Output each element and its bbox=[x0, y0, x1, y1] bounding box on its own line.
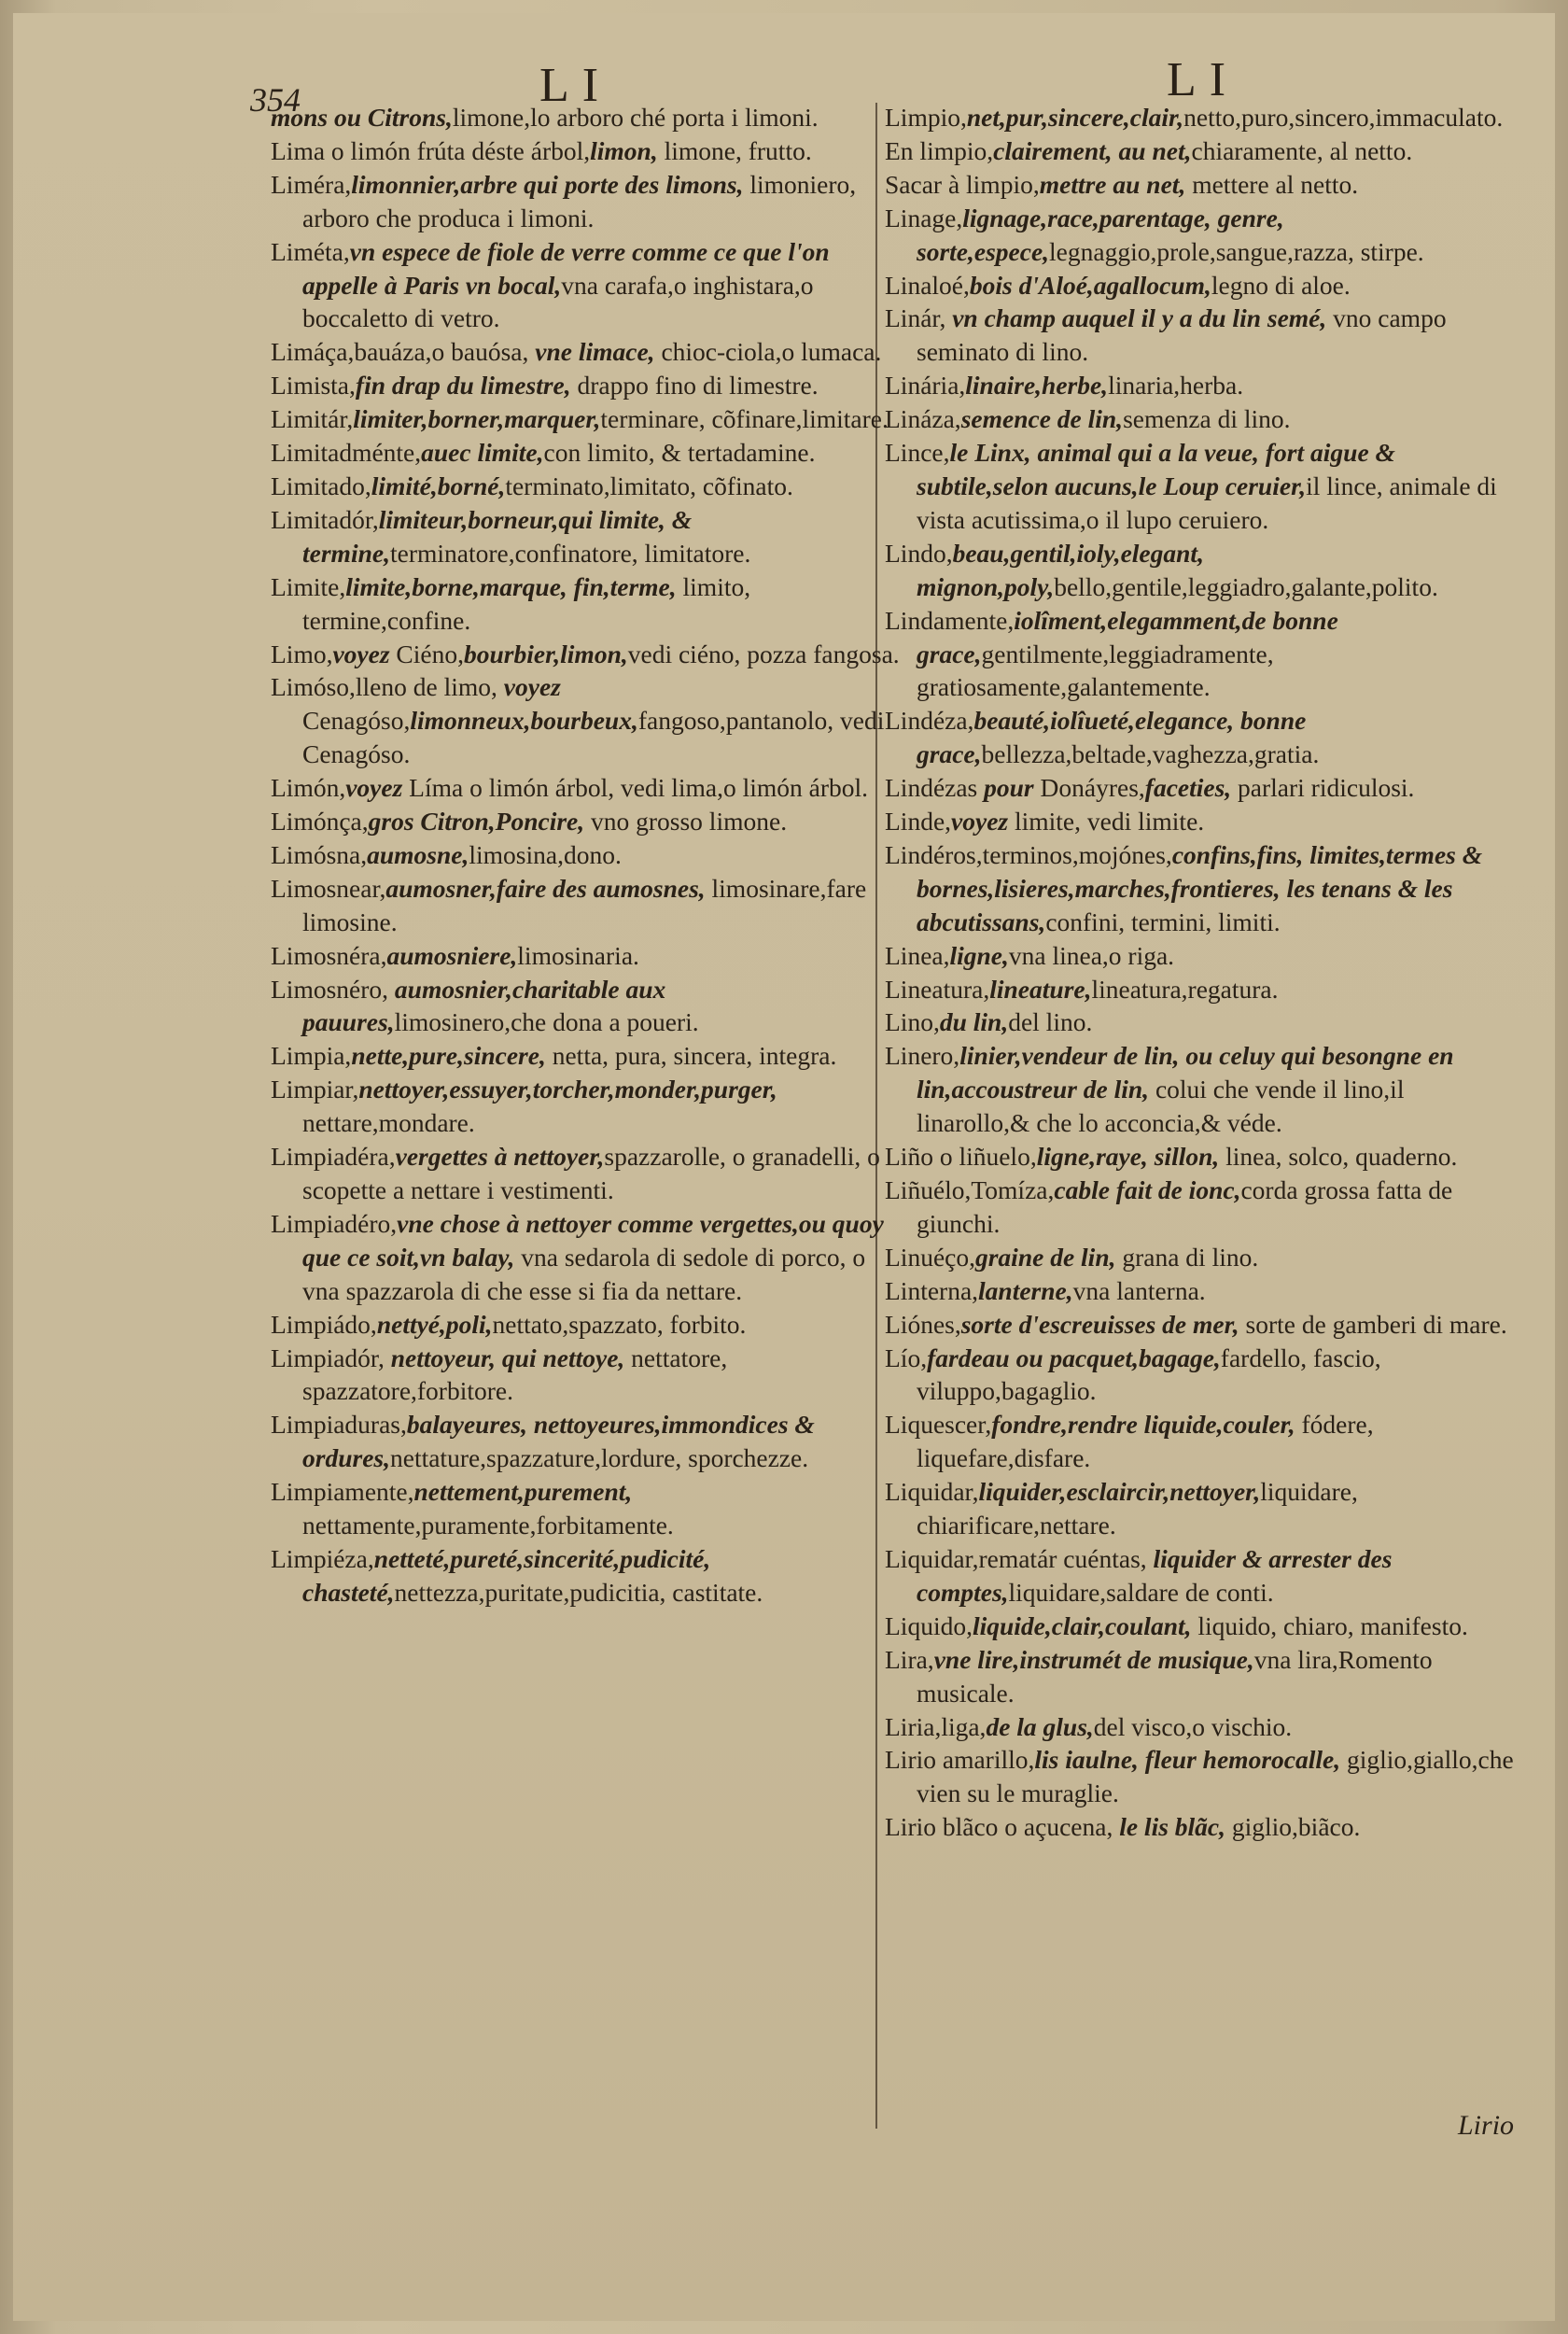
entry-italian: sorte de gamberi di mare. bbox=[1239, 1309, 1507, 1339]
entry-headword: Lima o limón frúta déste árbol, bbox=[271, 135, 591, 165]
entry-french: vn champ auquel il y a du lin semé, bbox=[945, 303, 1327, 333]
entry-french: linier,vendeur de lin, ou celuy qui besongne en lin,accoustreur de lin, bbox=[917, 1041, 1454, 1104]
entry-italian: vna lira,Romento musicale. bbox=[917, 1644, 1433, 1708]
entry-french: du lin, bbox=[939, 1007, 1009, 1037]
entry-headword: Limpiadór, bbox=[271, 1343, 385, 1372]
entry-italian: semenza di lino. bbox=[1123, 404, 1291, 434]
entry-headword: Limitár, bbox=[271, 404, 354, 434]
entry-italian: Cenagóso, bbox=[302, 706, 411, 736]
entry-headword: Limo, bbox=[271, 639, 333, 668]
entry-italian: giglio,giallo,che vien su le muraglie. bbox=[917, 1745, 1514, 1808]
entry-italian: vna sedarola di sedole di porco, o vna spazzarola di che esse si fia da nettare. bbox=[302, 1242, 866, 1305]
entry-french: lanterne, bbox=[978, 1275, 1073, 1305]
dictionary-entry bbox=[885, 973, 1515, 1006]
entry-italian: del visco,o vischio. bbox=[1093, 1711, 1293, 1741]
entry-french: nette,pure,sincere, bbox=[351, 1041, 546, 1071]
entry-headword: Liquido, bbox=[885, 1610, 973, 1640]
entry-italian: Líma o limón árbol, vedi lima,o limón árbol. bbox=[409, 773, 869, 803]
entry-headword: Liméta, bbox=[271, 236, 350, 266]
entry-headword: Limón, bbox=[271, 773, 346, 803]
entry-headword: Liria,liga, bbox=[885, 1711, 987, 1741]
entry-french: beauté,iolîueté,elegance, bonne grace, bbox=[917, 706, 1307, 769]
dictionary-entry bbox=[885, 1241, 1515, 1274]
left-column-header: LI bbox=[539, 59, 612, 112]
dictionary-entry bbox=[271, 1342, 907, 1409]
entry-italian: limite, vedi limite. bbox=[1014, 807, 1205, 837]
entry-french: netteté,pureté,sincerité,pudicité, chasteté, bbox=[302, 1543, 711, 1607]
entry-italian: grana di lino. bbox=[1115, 1242, 1259, 1272]
entry-headword: Linterna, bbox=[885, 1275, 979, 1305]
dictionary-entry bbox=[885, 1743, 1515, 1810]
entry-italian: Ciéno, bbox=[396, 639, 464, 668]
entry-french: le lis blãc, bbox=[1113, 1812, 1226, 1842]
entry-italian: limito, termine,confine. bbox=[302, 571, 751, 635]
entry-french: ligne,raye, sillon, bbox=[1036, 1142, 1220, 1172]
entry-headword: Limpio, bbox=[885, 103, 967, 132]
entry-french: nettyé,poli, bbox=[376, 1309, 493, 1339]
entry-italian: fódere, liquefare,disfare. bbox=[917, 1410, 1374, 1473]
entry-headword: Limpiadéra, bbox=[271, 1142, 396, 1172]
dictionary-entry bbox=[271, 638, 907, 671]
entry-italian: legnaggio,prole,sangue,razza, stirpe. bbox=[1049, 236, 1424, 266]
dictionary-entry bbox=[271, 1039, 907, 1073]
dictionary-entry bbox=[885, 604, 1515, 705]
entry-italian: parlari ridiculosi. bbox=[1231, 773, 1415, 803]
entry-headword: Limáça,bauáza,o bauósa, bbox=[271, 337, 529, 367]
entry-italian: netto,puro,sincero,immaculato. bbox=[1183, 103, 1504, 132]
entry-headword: Lino, bbox=[885, 1007, 940, 1037]
entry-italian: con limito, & tertadamine. bbox=[543, 438, 816, 468]
entry-french: fardeau ou pacquet,bagage, bbox=[927, 1343, 1221, 1372]
entry-italian: Donáyres, bbox=[1040, 773, 1145, 803]
entry-headword: Lineatura, bbox=[885, 974, 990, 1004]
entry-french: nettoyeur, qui nettoye, bbox=[384, 1343, 625, 1372]
dictionary-entry bbox=[885, 1475, 1515, 1542]
entry-headword: Limpiamente, bbox=[271, 1477, 414, 1507]
entry-headword: Linage, bbox=[885, 203, 963, 232]
entry-french: aumosniere, bbox=[386, 940, 518, 970]
dictionary-entry bbox=[271, 771, 907, 805]
entry-italian: nettare,mondare. bbox=[302, 1108, 475, 1138]
entry-italian: vna lanterna. bbox=[1072, 1275, 1206, 1305]
entry-italian: mettere al netto. bbox=[1185, 169, 1359, 199]
entry-french: limonneux,bourbeux, bbox=[410, 706, 638, 736]
entry-french: liquider,esclaircir,nettoyer, bbox=[978, 1477, 1261, 1507]
entry-headword: Lira, bbox=[885, 1644, 934, 1674]
entry-italian: terminare, cõfinare,limitare. bbox=[600, 404, 889, 434]
dictionary-entry bbox=[271, 670, 907, 771]
entry-french: ligne, bbox=[949, 940, 1009, 970]
entry-headword: Liquescer, bbox=[885, 1410, 992, 1440]
entry-italian: nettezza,puritate,pudicitia, castitate. bbox=[394, 1577, 763, 1607]
entry-italian: liquido, chiaro, manifesto. bbox=[1191, 1610, 1468, 1640]
entry-italian: limosinero,che dona a poueri. bbox=[394, 1007, 699, 1037]
entry-french: limiteur,borneur,qui limite, & termine, bbox=[302, 504, 693, 568]
dictionary-entry bbox=[271, 1475, 907, 1542]
entry-headword: Limósna, bbox=[271, 839, 368, 869]
entry-french: limon, bbox=[590, 135, 658, 165]
entry-french: voyez bbox=[345, 773, 410, 803]
entry-french: vne lire,instrumét de musique, bbox=[933, 1644, 1254, 1674]
dictionary-entry bbox=[271, 1542, 907, 1610]
dictionary-entry bbox=[271, 235, 907, 336]
entry-italian: bello,gentile,leggiadro,galante,polito. bbox=[1054, 571, 1438, 601]
entry-italian: vedi ciéno, pozza fangosa. bbox=[627, 639, 900, 668]
entry-italian: fangoso,pantanolo, vedi Cenagóso. bbox=[302, 706, 885, 769]
entry-french: limite,borne,marque, fin,terme, bbox=[345, 571, 677, 601]
entry-italian: limone, frutto. bbox=[657, 135, 812, 165]
dictionary-entry bbox=[271, 101, 907, 134]
dictionary-entry bbox=[885, 1140, 1515, 1174]
dictionary-entry bbox=[885, 1174, 1515, 1241]
entry-french: cable fait de ionc, bbox=[1054, 1175, 1241, 1204]
dictionary-entry bbox=[271, 134, 907, 168]
dictionary-entry bbox=[885, 939, 1515, 973]
entry-headword: Lindo, bbox=[885, 538, 953, 568]
dictionary-entry bbox=[271, 1308, 907, 1342]
entry-headword: Limista, bbox=[271, 371, 356, 401]
entry-headword: Linár, bbox=[885, 303, 946, 333]
entry-italian: il lince, animale di vista acutissima,o il lupo ceruiero. bbox=[917, 471, 1497, 534]
page-number: 354 bbox=[250, 81, 301, 119]
entry-french: aumosner,faire des aumosnes, bbox=[385, 873, 706, 903]
entry-french: gros Citron,Poncire, bbox=[368, 807, 585, 837]
entry-french: liquider & arrester des comptes, bbox=[917, 1543, 1393, 1607]
dictionary-entry bbox=[885, 269, 1515, 302]
dictionary-entry bbox=[885, 1610, 1515, 1643]
entry-italian: corda grossa fatta de giunchi. bbox=[917, 1175, 1453, 1238]
entry-french: lignage,race,parentage, genre, sorte,espece, bbox=[917, 203, 1284, 266]
entry-french: fin drap du limestre, bbox=[355, 371, 571, 401]
entry-italian: vno grosso limone. bbox=[584, 807, 788, 837]
entry-italian: chioc-ciola,o lumaca. bbox=[654, 337, 882, 367]
dictionary-entry bbox=[885, 134, 1515, 168]
entry-french: aumosnier,charitable aux pauures, bbox=[302, 974, 666, 1037]
entry-headword: Linuéço, bbox=[885, 1242, 975, 1272]
dictionary-entry bbox=[271, 939, 907, 973]
entry-french: mettre au net, bbox=[1039, 169, 1186, 199]
entry-headword: Linde, bbox=[885, 807, 952, 837]
entry-french: voyez bbox=[332, 639, 397, 668]
entry-headword: Linero, bbox=[885, 1041, 960, 1071]
entry-headword: Lindéros,terminos,mojónes, bbox=[885, 839, 1172, 869]
entry-french: confins,fins, limites,termes & bornes,lisieres,marches,frontieres, les tenans & les abcutissans, bbox=[917, 839, 1483, 936]
dictionary-entry bbox=[885, 436, 1515, 537]
entry-italian: limosina,dono. bbox=[469, 839, 622, 869]
dictionary-entry bbox=[885, 1643, 1515, 1710]
catchword: Lirio bbox=[1458, 2110, 1515, 2141]
entry-headword: Limosnéra, bbox=[271, 940, 387, 970]
entry-headword: Limóso,lleno de limo, bbox=[271, 672, 497, 702]
entry-french: fondre,rendre liquide,couler, bbox=[991, 1410, 1295, 1440]
dictionary-entry bbox=[885, 1542, 1515, 1610]
entry-french: sorte d'escreuisses de mer, bbox=[960, 1309, 1239, 1339]
entry-italian: confini, termini, limiti. bbox=[1045, 907, 1281, 936]
dictionary-entry bbox=[885, 302, 1515, 369]
entry-french: vn espece de fiole de verre comme ce que l'on appelle à Paris vn bocal, bbox=[302, 236, 830, 300]
entry-italian: linea, solco, quaderno. bbox=[1219, 1142, 1458, 1172]
entry-headword: Limpiadéro, bbox=[271, 1208, 398, 1238]
entry-french: balayeures, nettoyeures,immondices & ordures, bbox=[302, 1410, 815, 1473]
dictionary-entry bbox=[885, 771, 1515, 805]
dictionary-entry bbox=[885, 101, 1515, 134]
entry-headword: Limitadór, bbox=[271, 504, 379, 534]
entry-italian: limosinaria. bbox=[517, 940, 639, 970]
entry-headword: Lindézas bbox=[885, 773, 985, 803]
dictionary-entry bbox=[271, 503, 907, 570]
entry-french: graine de lin, bbox=[974, 1242, 1116, 1272]
entry-french: vergettes à nettoyer, bbox=[395, 1142, 605, 1172]
entry-italian: chiaramente, al netto. bbox=[1191, 135, 1413, 165]
entry-french: limité,borné, bbox=[371, 471, 506, 500]
entry-italian: terminatore,confinatore, limitatore. bbox=[389, 538, 751, 568]
entry-italian: limosinare,fare limosine. bbox=[302, 873, 867, 936]
entry-french: linaire,herbe, bbox=[965, 371, 1109, 401]
dictionary-entry bbox=[885, 1274, 1515, 1308]
entry-french: liquide,clair,coulant, bbox=[972, 1610, 1192, 1640]
entry-headword: Liño o liñuelo, bbox=[885, 1142, 1037, 1172]
entry-headword: Linaloé, bbox=[885, 270, 970, 300]
entry-italian: nettamente,puramente,forbitamente. bbox=[302, 1511, 674, 1540]
entry-headword: Linea, bbox=[885, 940, 950, 970]
entry-italian: limone,lo arboro ché porta i limoni. bbox=[452, 103, 819, 132]
right-column bbox=[885, 101, 1515, 1844]
entry-headword: Sacar à limpio, bbox=[885, 169, 1040, 199]
dictionary-entry bbox=[271, 369, 907, 402]
entry-french: voyez bbox=[497, 672, 561, 702]
entry-italian: linaria,herba. bbox=[1108, 371, 1244, 401]
dictionary-entry bbox=[271, 168, 907, 235]
entry-french: net,pur,sincere,clair, bbox=[966, 103, 1184, 132]
entry-headword: Liñuélo,Tomíza, bbox=[885, 1175, 1055, 1204]
entry-french: pour bbox=[984, 773, 1041, 803]
entry-italian: drappo fino di limestre. bbox=[570, 371, 819, 401]
entry-headword: Lindéza, bbox=[885, 706, 974, 736]
entry-french: auec limite, bbox=[421, 438, 544, 468]
entry-headword: Limpiádo, bbox=[271, 1309, 377, 1339]
dictionary-entry bbox=[271, 335, 907, 369]
dictionary-entry bbox=[885, 1408, 1515, 1475]
entry-headword: En limpio, bbox=[885, 135, 994, 165]
dictionary-entry bbox=[885, 704, 1515, 771]
entry-headword: Limitadménte, bbox=[271, 438, 422, 468]
entry-headword: Limosnéro, bbox=[271, 974, 389, 1004]
dictionary-entry bbox=[271, 838, 907, 872]
dictionary-entry bbox=[885, 805, 1515, 838]
entry-italian: liquidare,saldare de conti. bbox=[1008, 1577, 1274, 1607]
dictionary-entry bbox=[885, 402, 1515, 436]
dictionary-entry bbox=[271, 570, 907, 638]
dictionary-entry bbox=[885, 168, 1515, 202]
dictionary-entry bbox=[885, 1005, 1515, 1039]
dictionary-entry bbox=[271, 470, 907, 503]
entry-italian: giglio,biãco. bbox=[1225, 1812, 1361, 1842]
entry-headword: Limónça, bbox=[271, 807, 369, 837]
entry-french: bois d'Aloé,agallocum, bbox=[969, 270, 1211, 300]
entry-italian: nettature,spazzature,lordure, sporchezze. bbox=[389, 1443, 809, 1473]
entry-italian: vna carafa,o inghistara,o boccaletto di vetro. bbox=[302, 270, 814, 333]
dictionary-entry bbox=[885, 1342, 1515, 1409]
dictionary-entry bbox=[271, 1140, 907, 1207]
entry-italian: vno campo seminato di lino. bbox=[917, 303, 1447, 367]
entry-french: vne chose à nettoyer comme vergettes,ou quoy que ce soit,vn balay, bbox=[302, 1208, 884, 1272]
entry-french: limonnier,arbre qui porte des limons, bbox=[351, 169, 744, 199]
entry-french: semence de lin, bbox=[960, 404, 1124, 434]
entry-headword: Limosnear, bbox=[271, 873, 386, 903]
entry-french: lis iaulne, fleur hemorocalle, bbox=[1034, 1745, 1341, 1775]
entry-headword: Lirio amarillo, bbox=[885, 1745, 1035, 1775]
dictionary-entry bbox=[885, 1308, 1515, 1342]
entry-french: limiter,borner,marquer, bbox=[353, 404, 601, 434]
entry-italian: colui che vende il lino,il linarollo,& che lo acconcia,& véde. bbox=[917, 1075, 1405, 1138]
entry-french: le Linx, animal qui a la veue, fort aigue & subtile,selon aucuns,le Loup ceruier, bbox=[917, 438, 1395, 500]
entry-italian: liquidare, chiarificare,nettare. bbox=[917, 1477, 1358, 1540]
entry-french: clairement, au net, bbox=[993, 135, 1192, 165]
dictionary-entry bbox=[271, 805, 907, 838]
entry-headword: Limpiar, bbox=[271, 1075, 359, 1104]
dictionary-entry bbox=[885, 369, 1515, 402]
dictionary-entry bbox=[885, 838, 1515, 939]
entry-italian: lineatura,regatura. bbox=[1091, 974, 1279, 1004]
entry-french: beau,gentil,ioly,elegant, mignon,poly, bbox=[917, 538, 1204, 601]
dictionary-entry bbox=[885, 202, 1515, 269]
entry-italian: nettato,spazzato, forbito. bbox=[492, 1309, 747, 1339]
entry-italian: bellezza,beltade,vaghezza,gratia. bbox=[981, 739, 1320, 769]
entry-french: iolîment,elegamment,de bonne grace, bbox=[917, 605, 1338, 668]
dictionary-entry bbox=[271, 973, 907, 1040]
entry-headword: Lince, bbox=[885, 438, 950, 468]
dictionary-entry bbox=[885, 1039, 1515, 1140]
dictionary-entry bbox=[271, 1207, 907, 1308]
dictionary-entry bbox=[271, 1073, 907, 1140]
entry-french: voyez bbox=[951, 807, 1015, 837]
entry-headword: Limpiéza, bbox=[271, 1543, 374, 1573]
entry-headword: Lindamente, bbox=[885, 605, 1015, 635]
entry-italian: fardello, fascio, viluppo,bagaglio. bbox=[917, 1343, 1381, 1406]
entry-italian: del lino. bbox=[1008, 1007, 1093, 1037]
dictionary-entry bbox=[885, 1710, 1515, 1744]
right-column-header: LI bbox=[1167, 53, 1239, 106]
entry-headword: Limite, bbox=[271, 571, 346, 601]
entry-headword: Limpia, bbox=[271, 1041, 352, 1071]
left-column bbox=[271, 101, 907, 1610]
entry-headword: Lirio blãco o açucena, bbox=[885, 1812, 1113, 1842]
entry-headword: Lináza, bbox=[885, 404, 961, 434]
entry-italian: legno di aloe. bbox=[1211, 270, 1351, 300]
entry-headword: Liquidar,rematár cuéntas, bbox=[885, 1543, 1147, 1573]
entry-headword: Lío, bbox=[885, 1343, 928, 1372]
dictionary-entry bbox=[271, 436, 907, 470]
entry-headword: Linária, bbox=[885, 371, 966, 401]
dictionary-entry bbox=[271, 1408, 907, 1475]
entry-headword: Liméra, bbox=[271, 169, 352, 199]
entry-italian: limoniero, arboro che produca i limoni. bbox=[302, 169, 857, 232]
dictionary-entry bbox=[271, 872, 907, 939]
entry-french: nettement,purement, bbox=[413, 1477, 633, 1507]
entry-french: faceties, bbox=[1144, 773, 1232, 803]
dictionary-entry bbox=[885, 1810, 1515, 1844]
dictionary-entry bbox=[271, 402, 907, 436]
dictionary-entry bbox=[885, 537, 1515, 604]
entry-french: mons ou Citrons, bbox=[271, 103, 453, 132]
entry-french: nettoyer,essuyer,torcher,monder,purger, bbox=[358, 1075, 777, 1104]
entry-headword: Liquidar, bbox=[885, 1477, 979, 1507]
entry-french: de la glus, bbox=[986, 1711, 1094, 1741]
entry-french: bourbier,limon, bbox=[464, 639, 628, 668]
entry-headword: Liónes, bbox=[885, 1309, 961, 1339]
entry-italian: gentilmente,leggiadramente, gratiosamente,galantemente. bbox=[917, 639, 1274, 702]
entry-french: lineature, bbox=[989, 974, 1092, 1004]
entry-italian: nettatore, spazzatore,forbitore. bbox=[302, 1343, 728, 1406]
entry-french: vne limace, bbox=[528, 337, 655, 367]
entry-italian: spazzarolle, o granadelli, o scopette a nettare i vestimenti. bbox=[302, 1142, 880, 1204]
entry-italian: netta, pura, sincera, integra. bbox=[545, 1041, 837, 1071]
entry-headword: Limitado, bbox=[271, 471, 371, 500]
entry-french: aumosne, bbox=[367, 839, 469, 869]
entry-headword: Limpiaduras, bbox=[271, 1410, 407, 1440]
entry-italian: vna linea,o riga. bbox=[1008, 940, 1175, 970]
entry-italian: terminato,limitato, cõfinato. bbox=[505, 471, 793, 500]
